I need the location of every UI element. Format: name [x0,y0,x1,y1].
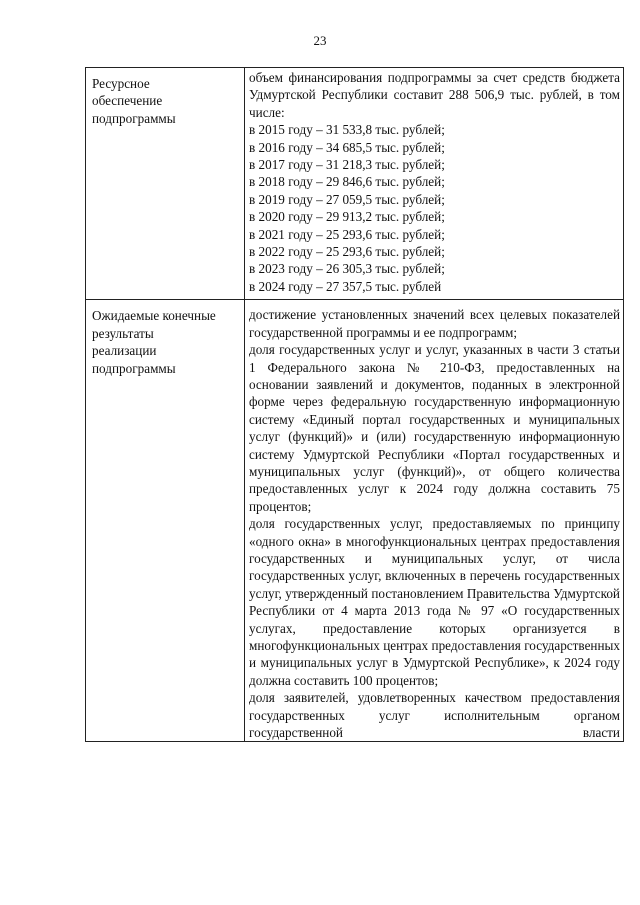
label-line: Ресурсное [92,76,150,91]
row-content-expected-results [245,300,624,742]
result-paragraph-targets: достижение установленных значений всех целевых показателей государственной программы и ее подпрограмм; [249,307,620,340]
label-line: Ожидаемые конечные [92,308,216,324]
funding-year-line: в 2018 году – 29 846,6 тыс. рублей; [249,174,445,190]
funding-year-line: в 2021 году – 25 293,6 тыс. рублей; [249,226,445,242]
table-row-resource-provision [86,68,624,300]
result-paragraph-satisfaction: доля заявителей, удовлетворенных качеством предоставления государственных услуг исполнительным органом государственной власти [249,690,620,741]
label-line: обеспечение [92,93,163,109]
funding-year-line: в 2015 году – 31 533,8 тыс. рублей; [249,122,445,138]
label-line: подпрограммы [92,110,176,126]
result-paragraph-electronic-services: доля государственных услуг и услуг, указанных в части 3 статьи 1 Федерального закона № 210-ФЗ, предоставленных на основании заявлений и документов, поданных в электронной форме через федеральную государственную информационную систему «Единый портал государственных и муниципальных услуг (функций)» и (или) государственную информационную систему Удмуртской Республики «Портал государственных и муниципальных услуг (функций)», от общего количества предоставленных услуг к 2024 году должна составить 75 процентов; [249,342,620,514]
funding-year-line: в 2019 году – 27 059,5 тыс. рублей; [249,191,445,207]
funding-year-line: в 2016 году – 34 685,5 тыс. рублей; [249,139,445,155]
funding-year-line: в 2017 году – 31 218,3 тыс. рублей; [249,157,445,173]
subprogram-passport-table [85,67,624,742]
label-line: реализации [92,343,157,359]
table-row-expected-results [86,300,624,742]
label-line: подпрограммы [92,360,176,376]
result-paragraph-one-window: доля государственных услуг, предоставляемых по принципу «одного окна» в многофункциональных центрах предоставления государственных и муниципальных услуг, от числа государственных услуг, включенных в перечень государственных услуг, утвержденный постановлением Правительства Удмуртской Республики от 4 марта 2013 года № 97 «О государственных услугах, предоставление которых организуется в многофункциональных центрах предоставления государственных и муниципальных услуг в Удмуртской Республике», к 2024 году должна составить 100 процентов; [249,516,620,688]
funding-year-line: в 2022 году – 25 293,6 тыс. рублей; [249,244,445,260]
funding-year-line: в 2024 году – 27 357,5 тыс. рублей [249,278,442,294]
row-label-expected-results [86,300,245,742]
row-label-resource-provision [86,68,245,300]
page-number: 23 [313,33,327,48]
funding-total-paragraph: объем финансирования подпрограммы за счет средств бюджета Удмуртской Республики составит 288 506,9 тыс. рублей, в том числе: [249,70,620,120]
row-content-resource-provision [245,68,624,300]
label-line: результаты [92,325,154,341]
funding-year-line: в 2023 году – 26 305,3 тыс. рублей; [249,261,445,277]
funding-year-line: в 2020 году – 29 913,2 тыс. рублей; [249,209,445,225]
